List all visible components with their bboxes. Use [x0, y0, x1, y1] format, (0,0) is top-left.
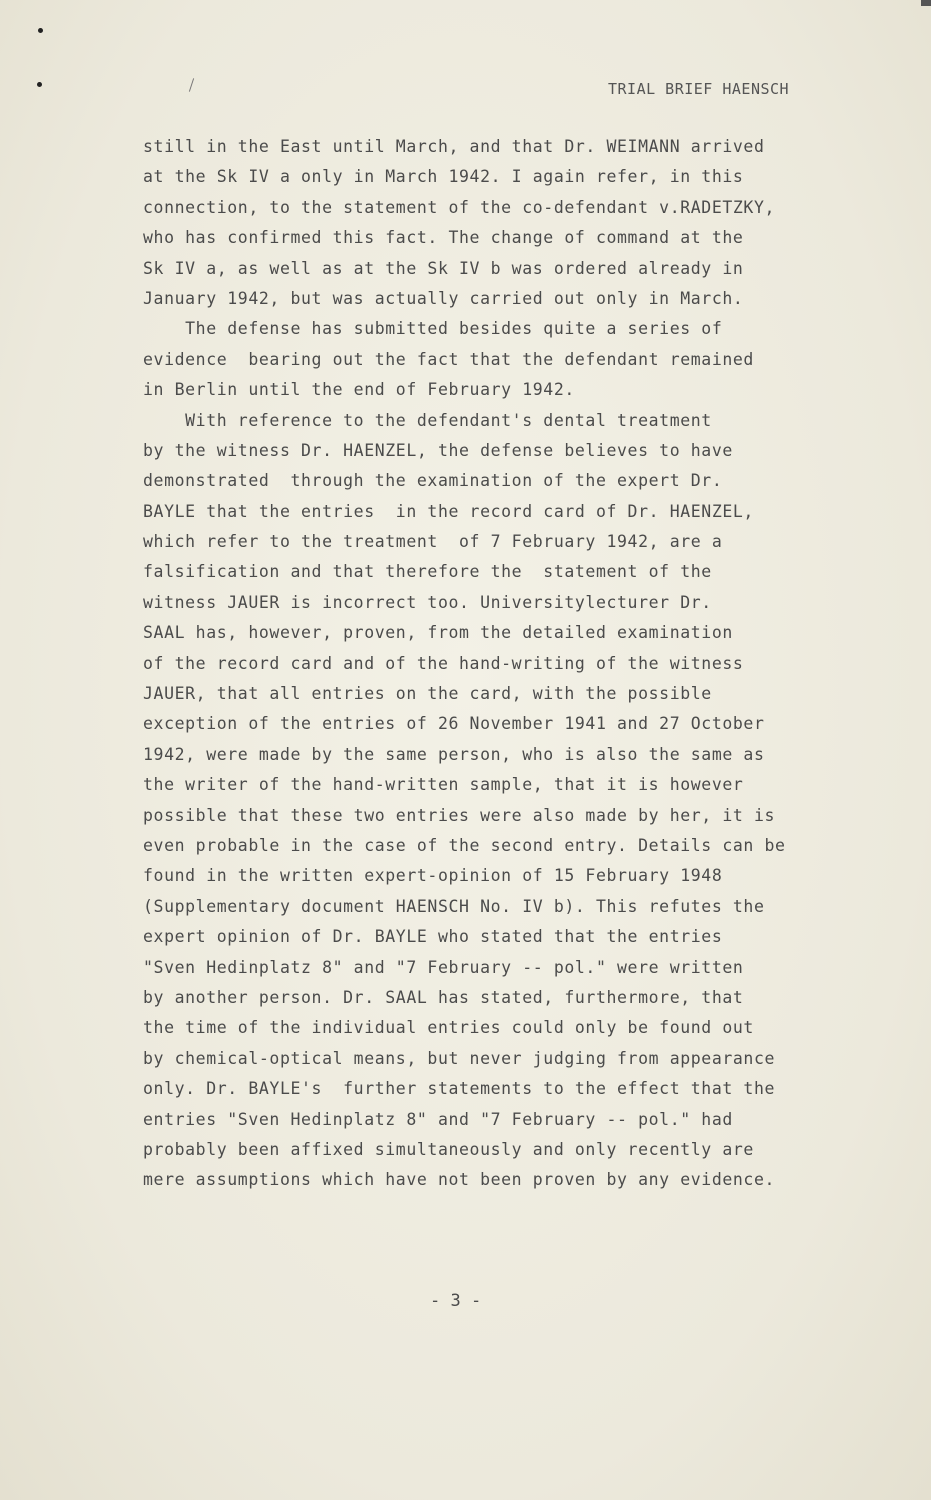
text-line: "Sven Hedinplatz 8" and "7 February -- pol." were written: [143, 957, 744, 977]
text-line: witness JAUER is incorrect too. Universitylecturer Dr.: [143, 592, 712, 612]
text-line: possible that these two entries were also made by her, it is: [143, 805, 776, 825]
text-line: exception of the entries of 26 November 1941 and 27 October: [143, 714, 765, 734]
punch-hole-mark: [38, 28, 43, 33]
text-line: (Supplementary document HAENSCH No. IV b). This refutes the: [143, 896, 765, 916]
text-line: even probable in the case of the second entry. Details can be: [143, 835, 786, 855]
text-line: by chemical-optical means, but never judging from appearance: [143, 1048, 776, 1068]
running-header: TRIAL BRIEF HAENSCH: [608, 80, 790, 98]
text-line: the writer of the hand-written sample, that it is however: [143, 775, 744, 795]
text-line: which refer to the treatment of 7 February 1942, are a: [143, 532, 723, 552]
text-line: BAYLE that the entries in the record card of Dr. HAENZEL,: [143, 501, 754, 521]
text-line: the time of the individual entries could only be found out: [143, 1018, 754, 1038]
text-line: expert opinion of Dr. BAYLE who stated that the entries: [143, 927, 723, 947]
edge-mark: [921, 0, 931, 6]
text-line: With reference to the defendant's dental treatment: [143, 410, 712, 430]
text-line: demonstrated through the examination of the expert Dr.: [143, 471, 723, 491]
pencil-tick-mark: [189, 78, 194, 92]
text-line: evidence bearing out the fact that the defendant remained: [143, 349, 754, 369]
text-line: Sk IV a, as well as at the Sk IV b was ordered already in: [143, 258, 744, 278]
text-line: found in the written expert-opinion of 15 February 1948: [143, 866, 723, 886]
text-line: of the record card and of the hand-writing of the witness: [143, 653, 744, 673]
text-line: January 1942, but was actually carried out only in March.: [143, 288, 744, 308]
text-line: still in the East until March, and that Dr. WEIMANN arrived: [143, 137, 765, 156]
text-line: only. Dr. BAYLE's further statements to the effect that the: [143, 1079, 776, 1099]
body-text: [143, 132, 863, 1196]
text-line: in Berlin until the end of February 1942.: [143, 380, 575, 400]
text-line: The defense has submitted besides quite a series of: [143, 319, 723, 339]
text-line: connection, to the statement of the co-defendant v.RADETZKY,: [143, 197, 776, 217]
text-line: JAUER, that all entries on the card, with the possible: [143, 684, 712, 704]
text-line: by the witness Dr. HAENZEL, the defense believes to have: [143, 440, 733, 460]
text-line: by another person. Dr. SAAL has stated, furthermore, that: [143, 987, 744, 1007]
text-line: 1942, were made by the same person, who is also the same as: [143, 744, 765, 764]
text-line: probably been affixed simultaneously and only recently are: [143, 1139, 754, 1159]
text-line: SAAL has, however, proven, from the detailed examination: [143, 623, 733, 643]
page-number: - 3 -: [430, 1291, 482, 1311]
text-line: at the Sk IV a only in March 1942. I again refer, in this: [143, 167, 744, 187]
text-line: who has confirmed this fact. The change of command at the: [143, 228, 744, 248]
punch-hole-mark: [37, 82, 42, 87]
text-line: mere assumptions which have not been proven by any evidence.: [143, 1170, 776, 1190]
text-line: entries "Sven Hedinplatz 8" and "7 February -- pol." had: [143, 1109, 733, 1129]
text-line: falsification and that therefore the statement of the: [143, 562, 712, 582]
